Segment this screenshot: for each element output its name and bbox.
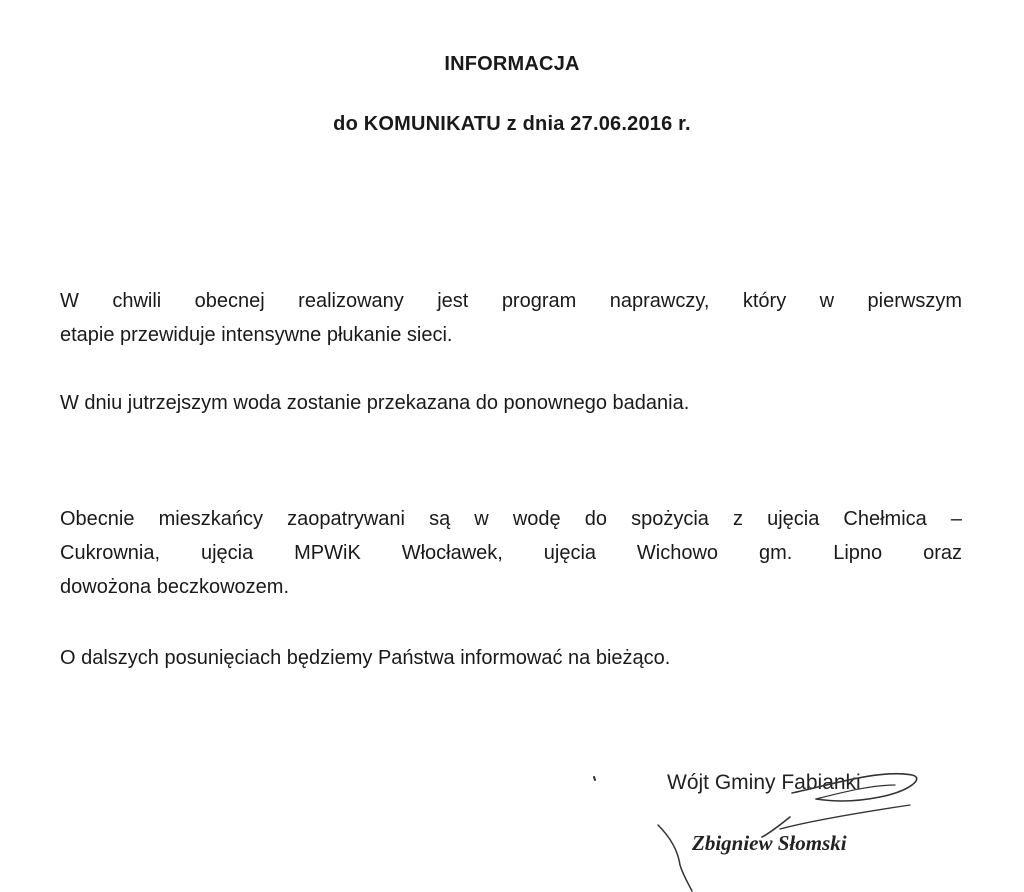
document-heading: INFORMACJA bbox=[444, 53, 580, 75]
handwritten-signature-icon bbox=[580, 755, 940, 892]
paragraph-1 bbox=[60, 284, 962, 352]
signature-name: Zbigniew Słomski bbox=[692, 831, 847, 855]
paragraph-3-line-1: Obecnie mieszkańcy zaopatrywani są w wodę do spożycia z ujęcia Chełmica – bbox=[60, 508, 962, 530]
paragraph-1-line-2: etapie przewiduje intensywne płukanie sieci. bbox=[60, 324, 453, 346]
document-subheading: do KOMUNIKATU z dnia 27.06.2016 r. bbox=[333, 113, 691, 135]
signature-title: Wójt Gminy Fabianki bbox=[667, 771, 861, 794]
paragraph-4-line-1: O dalszych posunięciach będziemy Państwa informować na bieżąco. bbox=[60, 647, 671, 669]
paragraph-3-line-2: Cukrownia, ujęcia MPWiK Włocławek, ujęcia Wichowo gm. Lipno oraz bbox=[60, 542, 962, 564]
paragraph-1-line-1: W chwili obecnej realizowany jest program naprawczy, który w pierwszym bbox=[60, 290, 962, 312]
paragraph-3 bbox=[60, 502, 962, 604]
paragraph-4 bbox=[60, 641, 962, 675]
paragraph-3-line-3: dowożona beczkowozem. bbox=[60, 576, 290, 598]
paragraph-2 bbox=[60, 386, 962, 420]
paragraph-2-line-1: W dniu jutrzejszym woda zostanie przekazana do ponownego badania. bbox=[60, 392, 690, 414]
